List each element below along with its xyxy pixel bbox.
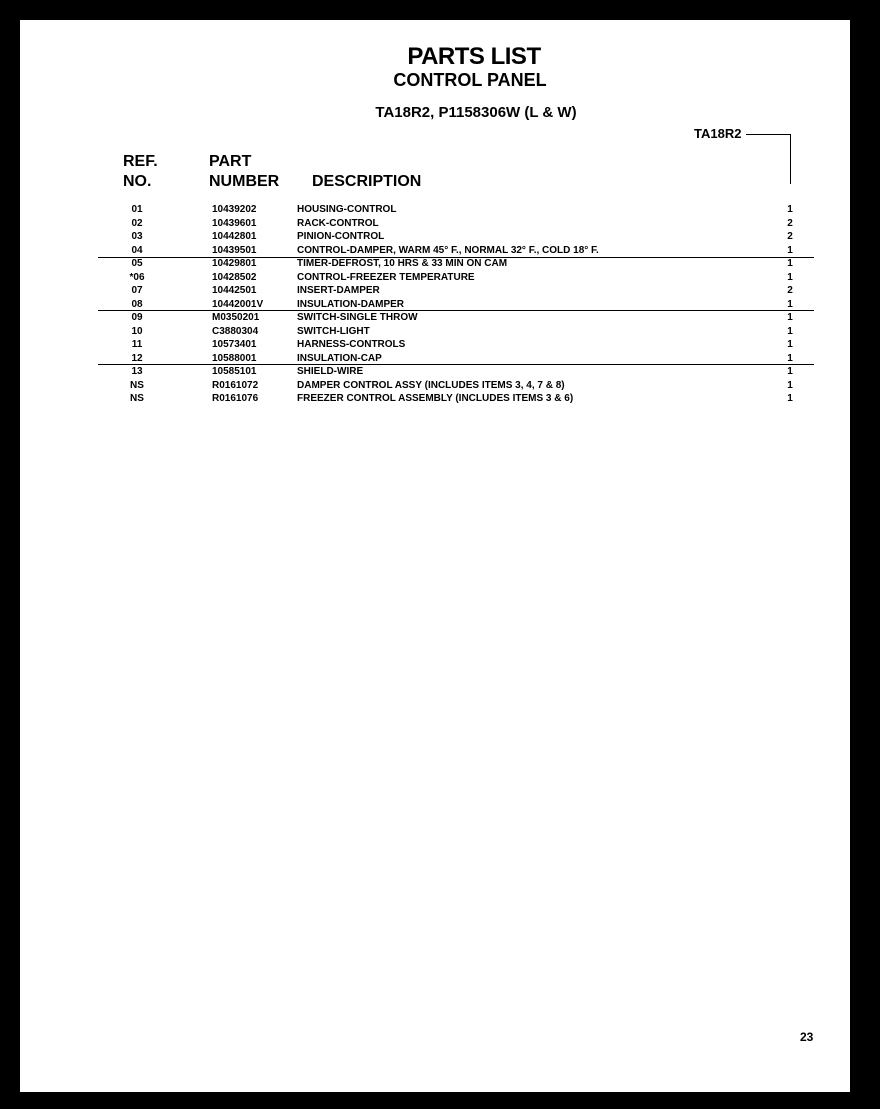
cell-ref: 05: [131, 258, 143, 269]
table-row: [20, 352, 850, 366]
cell-part: M0350201: [212, 312, 260, 323]
parts-table: [20, 203, 850, 406]
cell-qty: 1: [787, 298, 793, 310]
cell-qty: 1: [787, 393, 793, 404]
cell-desc: SHIELD-WIRE: [297, 366, 364, 377]
cell-part: 10573401: [212, 339, 257, 350]
page-title: PARTS LIST: [407, 43, 541, 70]
header-ref-line2: NO.: [123, 173, 152, 190]
table-row: [20, 271, 850, 285]
cell-desc: INSULATION-CAP: [297, 352, 382, 364]
table-row: [20, 379, 850, 393]
cell-ref: 01: [131, 204, 143, 215]
cell-desc: TIMER-DEFROST, 10 HRS & 33 MIN ON CAM: [297, 258, 508, 269]
cell-qty: 1: [787, 339, 793, 350]
table-row: [20, 298, 850, 312]
cell-ref: 12: [131, 352, 143, 364]
table-row: [20, 203, 850, 217]
cell-qty: 1: [787, 325, 793, 337]
cell-qty: 1: [787, 312, 793, 323]
cell-desc: INSERT-DAMPER: [297, 285, 380, 296]
cell-ref: 03: [131, 231, 143, 242]
cell-ref: 10: [131, 325, 143, 337]
row-separator: [98, 257, 814, 258]
cell-desc: HOUSING-CONTROL: [297, 204, 397, 215]
cell-ref: NS: [130, 379, 144, 391]
cell-part: 10439601: [212, 217, 257, 229]
cell-part: 10428502: [212, 271, 257, 283]
cell-qty: 2: [787, 231, 793, 242]
cell-part: C3880304: [212, 325, 259, 337]
cell-ref: 08: [131, 298, 143, 310]
header-description: DESCRIPTION: [312, 173, 422, 190]
cell-desc: HARNESS-CONTROLS: [297, 339, 406, 350]
page-number: 23: [800, 1030, 814, 1044]
cell-desc: SWITCH-LIGHT: [297, 325, 370, 337]
cell-ref: 13: [131, 366, 143, 377]
table-row: [20, 365, 850, 379]
cell-qty: 1: [787, 379, 793, 391]
cell-part: 10588001: [212, 352, 257, 364]
table-row: [20, 311, 850, 325]
cell-desc: PINION-CONTROL: [297, 231, 385, 242]
cell-ref: 04: [131, 244, 143, 256]
cell-desc: INSULATION-DAMPER: [297, 298, 405, 310]
header-ref-no: [123, 152, 158, 192]
header-ref-line1: REF.: [123, 153, 158, 170]
parts-list-page: [20, 20, 850, 1092]
cell-desc: CONTROL-FREEZER TEMPERATURE: [297, 271, 475, 283]
cell-qty: 2: [787, 217, 793, 229]
header-part-number: [209, 152, 279, 192]
page-subtitle: CONTROL PANEL: [393, 70, 547, 90]
cell-desc: FREEZER CONTROL ASSEMBLY (INCLUDES ITEMS 3 & 6): [297, 393, 574, 404]
cell-part: 10429801: [212, 258, 257, 269]
cell-ref: NS: [130, 393, 144, 404]
table-row: [20, 244, 850, 258]
cell-ref: *06: [129, 271, 145, 283]
cell-qty: 1: [787, 204, 793, 215]
cell-desc: SWITCH-SINGLE THROW: [297, 312, 418, 323]
table-row: [20, 392, 850, 406]
cell-part: 10442501: [212, 285, 257, 296]
cell-desc: DAMPER CONTROL ASSY (INCLUDES ITEMS 3, 4, 7 & 8): [297, 379, 565, 391]
cell-qty: 1: [787, 244, 793, 256]
row-separator: [98, 310, 814, 311]
cell-qty: 1: [787, 271, 793, 283]
cell-qty: 2: [787, 285, 793, 296]
table-row: [20, 217, 850, 231]
cell-part: R0161076: [212, 393, 259, 404]
cell-part: 10439501: [212, 244, 257, 256]
table-row: [20, 325, 850, 339]
model-line: TA18R2, P1158306W (L & W): [375, 104, 577, 121]
header-part-line2: NUMBER: [209, 173, 280, 190]
table-row: [20, 284, 850, 298]
model-tag: TA18R2: [694, 126, 742, 141]
table-row: [20, 338, 850, 352]
cell-ref: 09: [131, 312, 143, 323]
cell-desc: CONTROL-DAMPER, WARM 45° F., NORMAL 32° F., COLD 18° F.: [297, 244, 599, 256]
cell-part: 10439202: [212, 204, 257, 215]
cell-qty: 1: [787, 366, 793, 377]
model-tag-leader-vertical: [790, 134, 791, 184]
cell-ref: 02: [131, 217, 143, 229]
header-part-line1: PART: [209, 153, 252, 170]
cell-desc: RACK-CONTROL: [297, 217, 379, 229]
cell-part: R0161072: [212, 379, 259, 391]
cell-part: 10585101: [212, 366, 257, 377]
table-row: [20, 230, 850, 244]
cell-ref: 11: [131, 339, 143, 350]
cell-part: 10442801: [212, 231, 257, 242]
cell-qty: 1: [787, 258, 793, 269]
row-separator: [98, 364, 814, 365]
cell-qty: 1: [787, 352, 793, 364]
cell-part: 10442001V: [212, 298, 264, 310]
table-row: [20, 257, 850, 271]
cell-ref: 07: [131, 285, 143, 296]
model-tag-leader-horizontal: [746, 134, 791, 135]
